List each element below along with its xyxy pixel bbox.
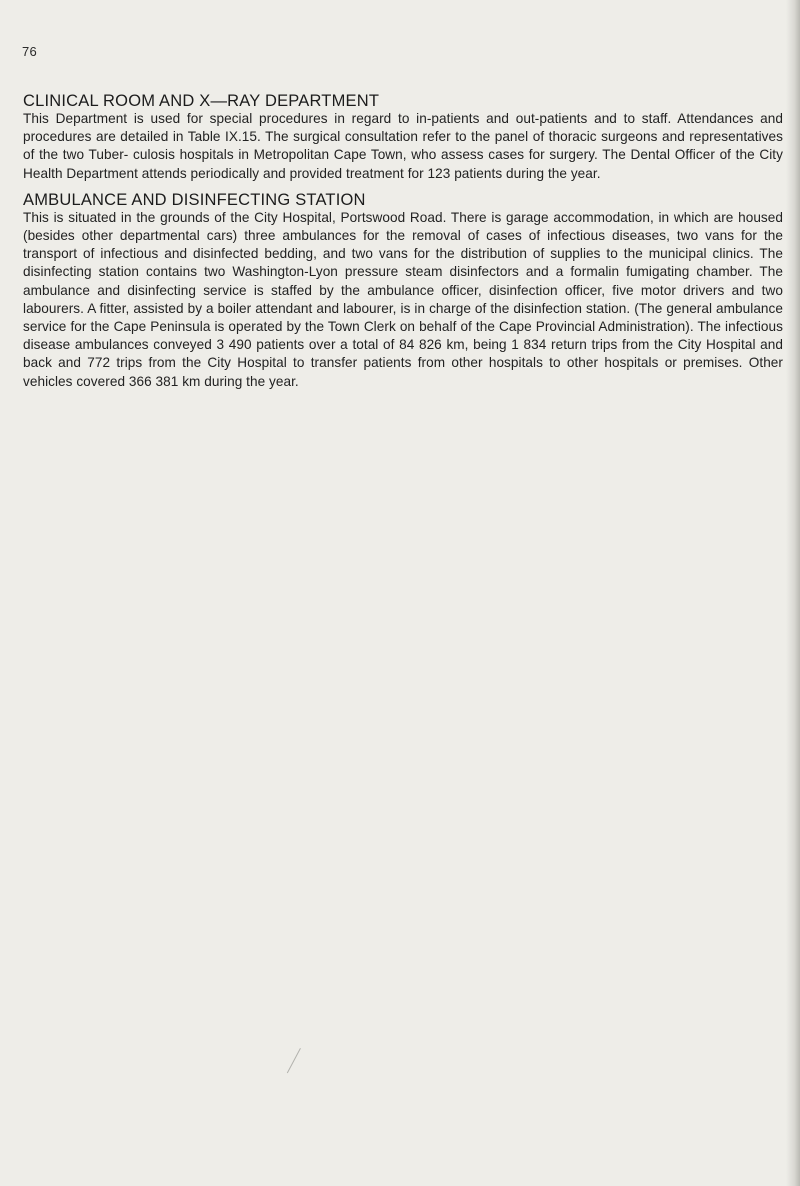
section-clinical-room <box>23 92 783 183</box>
section-ambulance-station <box>23 191 783 391</box>
section-heading-clinical-room: CLINICAL ROOM AND X—RAY DEPARTMENT <box>23 92 380 110</box>
page-content <box>23 92 783 391</box>
page-edge-shadow <box>786 0 800 1186</box>
section-heading-ambulance-station: AMBULANCE AND DISINFECTING STATION <box>23 190 366 209</box>
section-spacer <box>23 183 783 191</box>
section-body-ambulance-station: This is situated in the grounds of the City Hospital, Portswood Road. There is garage accommodation, in which are housed (besides other departmental cars) three ambulances for the removal of cases of infectious diseases, two vans for the transport of infectious and disinfected bedding, and two vans for the distribution of supplies to the municipal clinics. The disinfecting station contains two Washington-Lyon pressure steam disinfectors and a formalin fumigating chamber. The ambulance and disinfecting service is staffed by the ambulance officer, disinfection officer, five motor drivers and two labourers. A fitter, assisted by a boiler attendant and labourer, is in charge of the disinfection station. (The general ambulance service for the Cape Peninsula is operated by the Town Clerk on behalf of the Cape Provincial Administration). The infectious disease ambulances conveyed 3 490 patients over a total of 84 826 km, being 1 834 return trips from the City Hospital and back and 772 trips from the City Hospital to transfer patients from other hospitals to other hospitals or premises. Other vehicles covered 366 381 km during the year. <box>23 209 783 389</box>
page-number: 76 <box>22 44 38 59</box>
section-body-clinical-room: This Department is used for special procedures in regard to in-patients and out-patients and to staff. Attendances and procedures are detailed in Table IX.15. The surgical consultation refer to the panel of thoracic surgeons and representatives of the two Tuber- culosis hospitals in Metropolitan Cape Town, who assess cases for surgery. The Dental Officer of the City Health Department attends periodically and provided treatment for 123 patients during the year. <box>23 111 783 181</box>
stray-pen-mark <box>287 1048 301 1073</box>
